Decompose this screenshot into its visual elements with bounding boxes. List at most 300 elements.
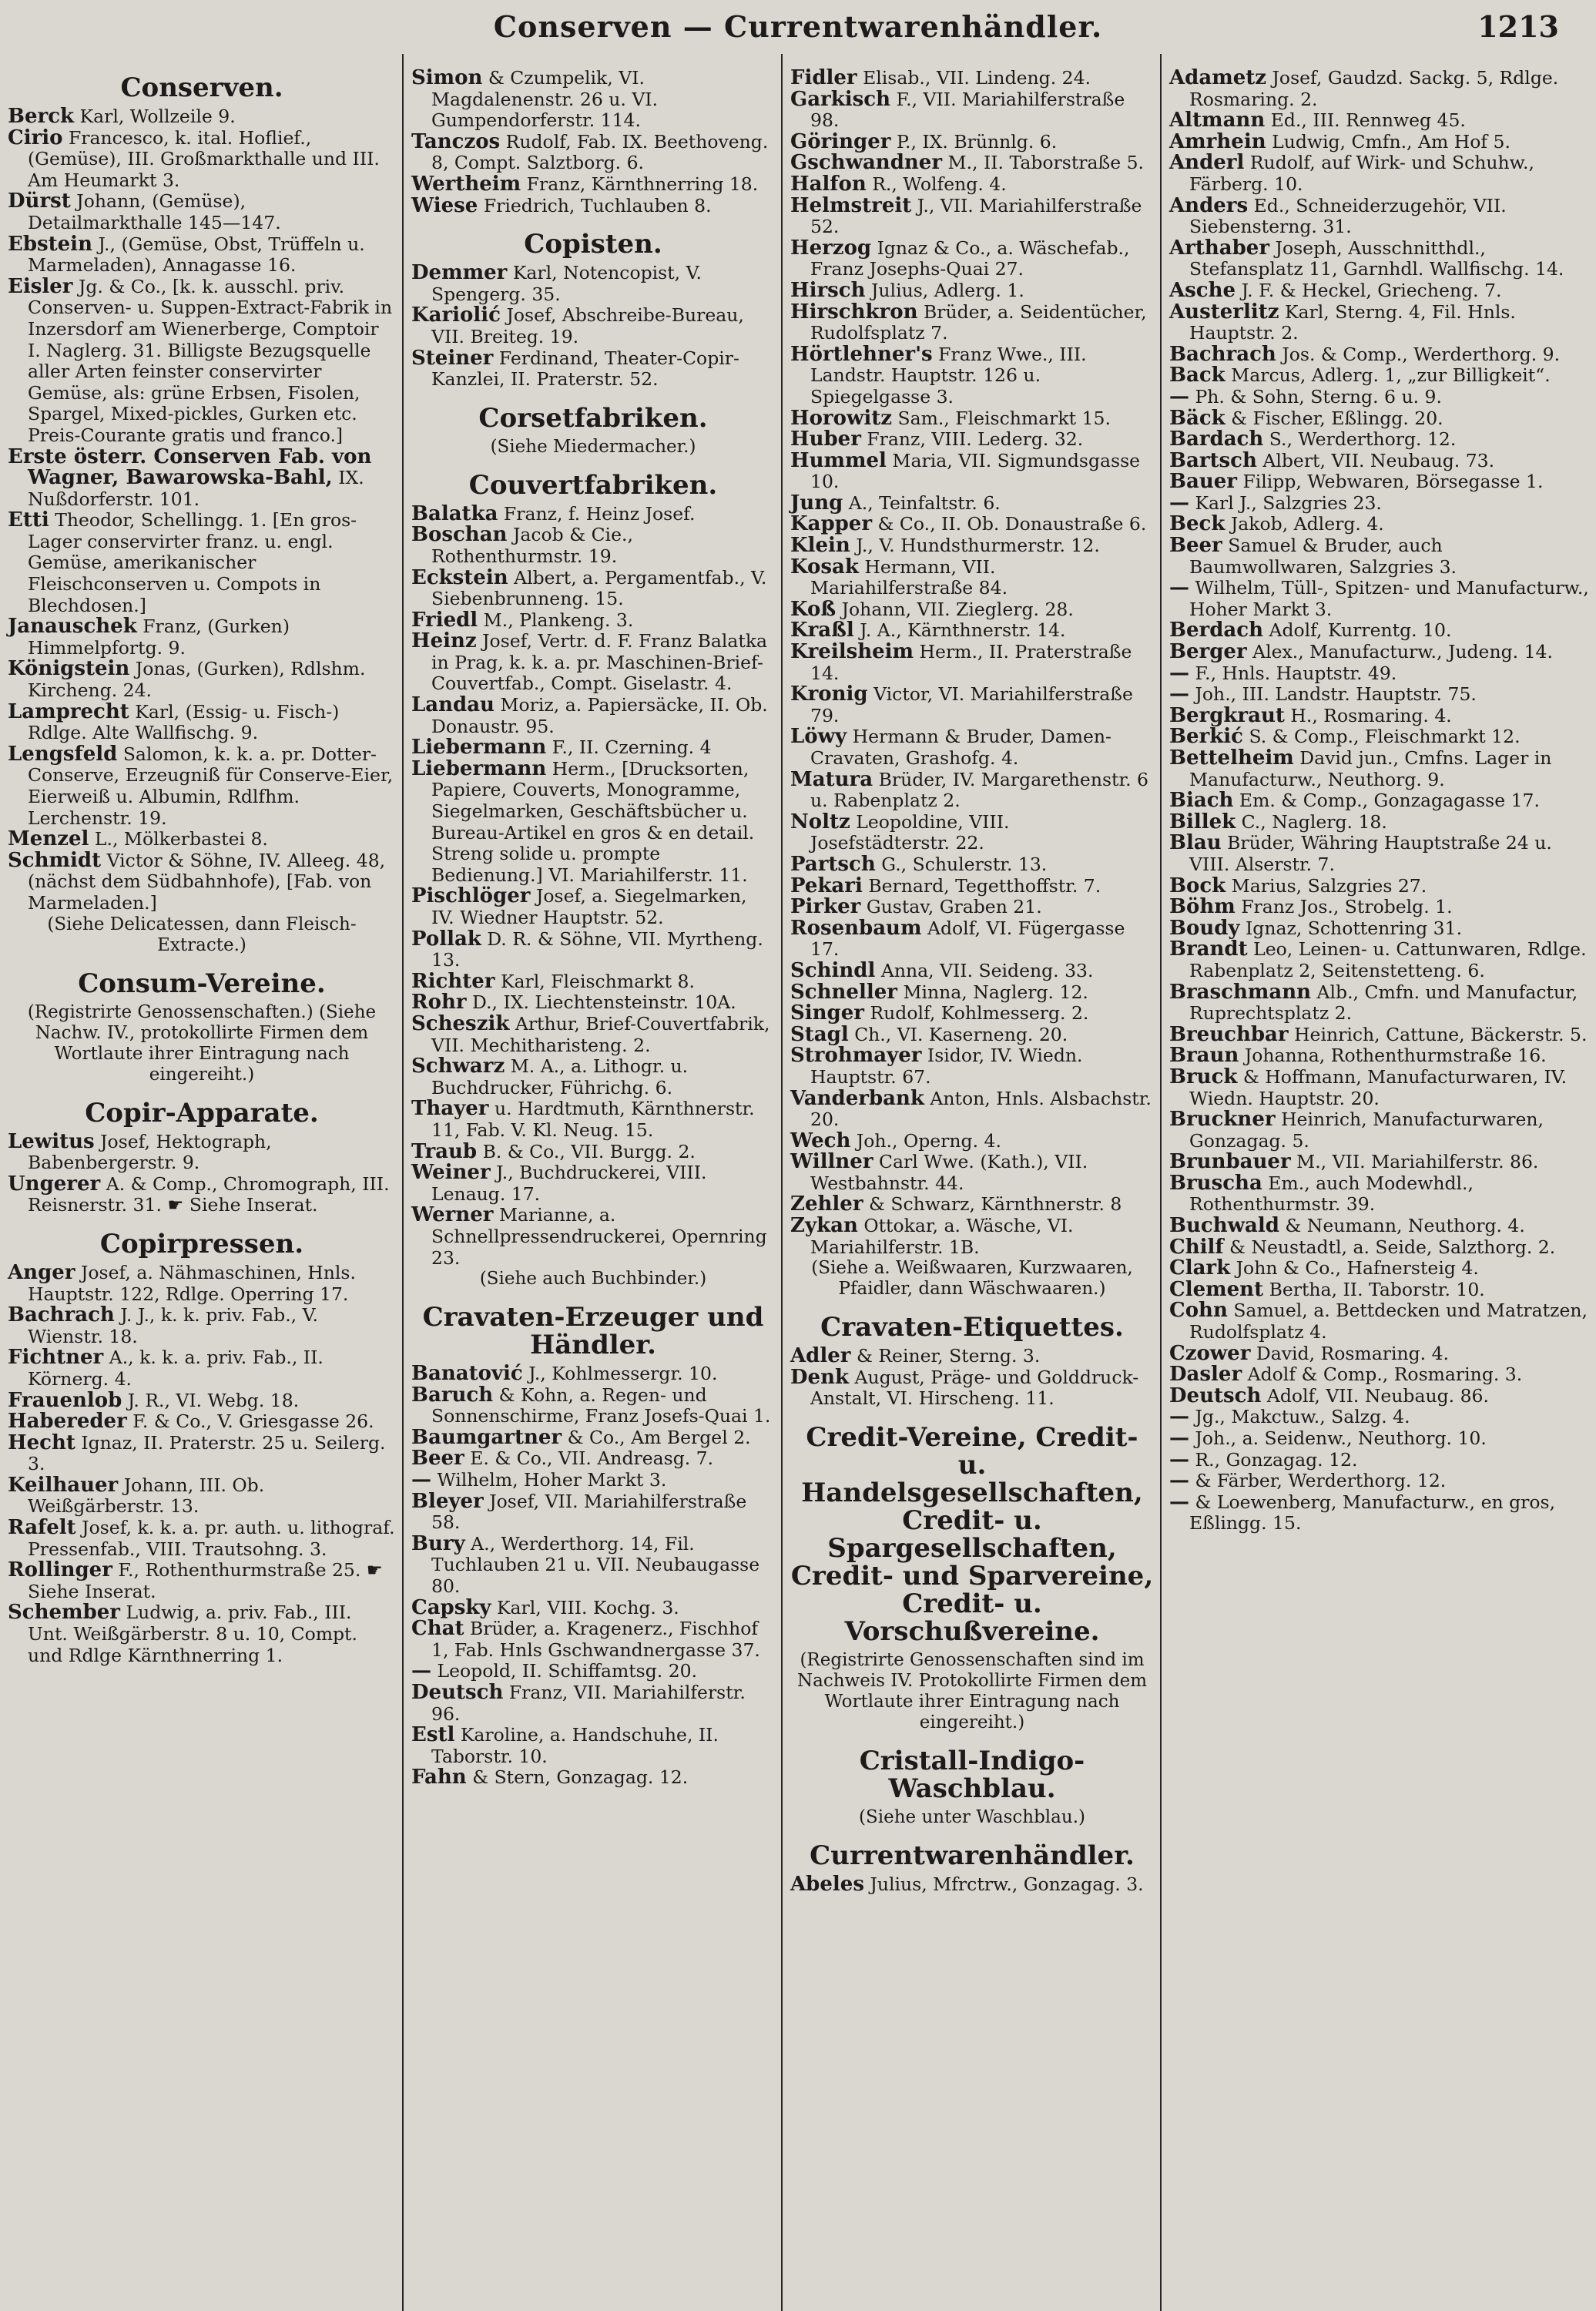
entry-name: Bury	[411, 1531, 465, 1555]
entry-details: Karl, Fleischmarkt 8.	[500, 970, 695, 992]
directory-entry	[411, 1139, 775, 1163]
entry-details: Karoline, a. Handschuhe, II. Taborstr. 10.	[431, 1724, 719, 1767]
entry-details: Ottokar, a. Wäsche, VI. Mariahilferstr. 1B.	[810, 1215, 1074, 1258]
entry-details: Johann, VII. Zieglerg. 28.	[841, 598, 1074, 620]
entry-name: Eisler	[8, 274, 73, 298]
directory-entry	[1169, 448, 1590, 472]
entry-name: Simon	[411, 66, 483, 89]
entry-name: Adler	[790, 1344, 851, 1368]
entry-details: Adolf, Kurrentg. 10.	[1269, 619, 1452, 642]
entry-name: Janauschek	[8, 615, 137, 639]
entry-details: Leopold, II. Schiffamtsg. 20.	[437, 1660, 698, 1682]
directory-entry	[1169, 1364, 1590, 1386]
entry-name: Amrhein	[1169, 129, 1266, 153]
directory-entry	[411, 1427, 775, 1449]
directory-entry	[790, 238, 1154, 280]
directory-entry	[790, 493, 1154, 515]
cross-reference-note: (Siehe auch Buchbinder.)	[479, 1269, 707, 1290]
entry-details: Carl Wwe. (Kath.), VII. Westbahnstr. 44.	[810, 1151, 1088, 1194]
entry-details: Em., auch Modewhdl., Rothenthurmstr. 39.	[1189, 1172, 1474, 1216]
entry-name: —	[1169, 1405, 1189, 1429]
directory-entry	[411, 525, 775, 567]
directory-entry	[411, 1385, 775, 1427]
entry-name: Singer	[790, 1001, 864, 1025]
directory-entry	[790, 514, 1154, 535]
directory-entry	[8, 106, 396, 128]
entry-name: Anders	[1169, 193, 1249, 217]
entry-name: —	[1169, 661, 1189, 685]
directory-entry	[1169, 1152, 1590, 1173]
entry-name: Klein	[790, 534, 850, 558]
directory-entry	[790, 982, 1154, 1004]
entry-name: Löwy	[790, 725, 847, 749]
entry-name: Stagl	[790, 1022, 849, 1046]
entry-name: Etti	[8, 508, 49, 532]
entry-details: Johanna, Rothenthurmstraße 16.	[1244, 1045, 1547, 1067]
entry-details: J., Buchdruckerei, VIII. Lenaug. 17.	[431, 1162, 707, 1205]
entry-details: John & Co., Hafnersteig 4.	[1236, 1257, 1479, 1280]
entry-name: Heinz	[411, 629, 477, 653]
directory-entry	[411, 1162, 775, 1205]
entry-details: & Neustadtl, a. Seide, Salzthorg. 2.	[1229, 1236, 1556, 1258]
entry-name: Balatka	[411, 501, 498, 525]
entry-name: Bartsch	[1169, 448, 1257, 472]
directory-entry	[8, 744, 396, 829]
cross-reference-note: (Siehe unter Waschblau.)	[859, 1807, 1085, 1828]
entry-name: Altmann	[1169, 109, 1266, 132]
entry-details: M., II. Taborstraße 5.	[947, 152, 1145, 174]
entry-name: Lewitus	[8, 1129, 95, 1153]
directory-entry	[1169, 1109, 1590, 1152]
entry-details: J., (Gemüse, Obst, Trüffeln u. Marmeladen), Annagasse 16.	[28, 233, 365, 277]
entry-details: Ignaz, II. Praterstr. 25 u. Seilerg. 3.	[28, 1431, 386, 1475]
entry-details: J. F. & Heckel, Griecheng. 7.	[1241, 279, 1502, 301]
directory-entry	[1169, 1428, 1590, 1450]
entry-name: Schmidt	[8, 848, 102, 872]
directory-entry	[1169, 684, 1590, 706]
directory-entry	[1169, 1022, 1590, 1046]
entry-name: Dürst	[8, 190, 71, 213]
entry-name: —	[1169, 1490, 1189, 1514]
entry-details: Rudolf, auf Wirk- und Schuhw., Färberg. 10.	[1189, 152, 1534, 195]
directory-entry	[411, 1056, 775, 1098]
entry-name: Matura	[790, 767, 873, 791]
cross-reference-note: (Siehe Delicatessen, dann Fleisch-Extracte.)	[47, 914, 357, 955]
entry-name: Braun	[1169, 1044, 1239, 1068]
entry-name: Beer	[411, 1447, 464, 1471]
entry-name: Göringer	[790, 129, 891, 153]
entry-details: A., Teinfaltstr. 6.	[848, 491, 1001, 514]
entry-details: Hermann, VII. Mariahilferstraße 84.	[810, 555, 1008, 599]
entry-name: Fichtner	[8, 1346, 104, 1370]
directory-entry	[8, 1411, 396, 1433]
entry-details: Josef, k. k. a. pr. auth. u. lithograf. Pressenfab., VIII. Trautsohng. 3.	[28, 1517, 395, 1560]
entry-details: Heinrich, Manufacturwaren, Gonzagag. 5.	[1189, 1109, 1544, 1152]
directory-entry	[790, 620, 1154, 642]
entry-name: Hörtlehner's	[790, 342, 933, 366]
entry-details: Sam., Fleischmarkt 15.	[897, 407, 1111, 429]
entry-name: Bock	[1169, 874, 1226, 897]
entry-name: Brandt	[1169, 937, 1248, 961]
directory-entry	[1169, 1277, 1590, 1301]
directory-entry	[790, 684, 1154, 726]
entry-name: Hummel	[790, 448, 887, 472]
entry-name: Bruscha	[1169, 1171, 1262, 1195]
entry-details: Isidor, IV. Wiedn. Hauptstr. 67.	[810, 1045, 1083, 1088]
directory-entry	[790, 1003, 1154, 1025]
directory-entry	[1169, 726, 1590, 748]
entry-name: Anger	[8, 1260, 75, 1284]
entry-name: Pischlöger	[411, 884, 531, 908]
entry-details: Franz, f. Heinz Josef.	[503, 502, 696, 525]
entry-name: Baumgartner	[411, 1425, 562, 1449]
section-heading: Copirpressen.	[99, 1228, 304, 1259]
entry-details: Karl, VIII. Kochg. 3.	[496, 1596, 679, 1618]
directory-entry	[8, 1433, 396, 1475]
directory-entry	[411, 631, 775, 695]
entry-details: Johann, (Gemüse), Detailmarkthalle 145—147.	[28, 190, 281, 233]
entry-details: Wilhelm, Tüll-, Spitzen- und Manufacturw., Hoher Markt 3.	[1189, 577, 1589, 620]
entry-name: —	[411, 1468, 431, 1492]
entry-details: Brüder, a. Kragenerz., Fischhof 1, Fab. Hnls Gschwandnergasse 37.	[431, 1618, 760, 1661]
entry-details: Moriz, a. Papiersäcke, II. Ob. Donaustr. 95.	[431, 694, 768, 737]
directory-entry	[8, 829, 396, 850]
directory-entry	[790, 599, 1154, 621]
entry-name: Partsch	[790, 852, 876, 876]
directory-entry	[1169, 876, 1590, 897]
directory-entry	[1169, 365, 1590, 387]
entry-name: Breuchbar	[1169, 1022, 1289, 1046]
section-heading: Cravaten-Erzeuger und Händler.	[422, 1302, 764, 1361]
entry-details: Alex., Manufacturw., Judeng. 14.	[1252, 641, 1553, 663]
section-heading: Cristall-Indigo-Waschblau.	[859, 1746, 1085, 1805]
directory-entry	[1169, 302, 1590, 344]
directory-entry	[790, 557, 1154, 599]
entry-name: Estl	[411, 1723, 455, 1747]
entry-name: Kapper	[790, 512, 873, 536]
entry-details: & Czumpelik, VI. Magdalenenstr. 26 u. VI. Gumpendorferstr. 114.	[431, 67, 659, 132]
directory-column-4	[1160, 54, 1596, 2311]
entry-name: Pirker	[790, 895, 861, 919]
directory-entry	[1169, 939, 1590, 981]
running-title: Conserven — Currentwarenhändler.	[493, 9, 1103, 44]
cross-reference-note: (Siehe Miedermacher.)	[490, 436, 696, 457]
directory-entry	[1169, 703, 1590, 727]
directory-entry	[8, 699, 396, 744]
entry-name: Horowitz	[790, 406, 892, 430]
directory-entry	[1169, 110, 1590, 132]
entry-details: F., VII. Mariahilferstraße 98.	[810, 88, 1125, 132]
directory-entry	[1169, 238, 1590, 280]
entry-details: B. & Co., VII. Burgg. 2.	[482, 1140, 696, 1162]
directory-entry	[8, 191, 396, 233]
directory-entry	[790, 129, 1154, 153]
entry-details: Jg., Makctuw., Salzg. 4.	[1195, 1406, 1410, 1428]
directory-entry	[790, 408, 1154, 430]
entry-details: E. & Co., VII. Andreasg. 7.	[470, 1447, 714, 1470]
entry-name: Chat	[411, 1617, 464, 1641]
section-heading: Cravaten-Etiquettes.	[820, 1312, 1124, 1343]
entry-details: Anton, Hnls. Alsbachstr. 20.	[810, 1087, 1152, 1131]
directory-entry	[411, 929, 775, 971]
entry-name: Bachrach	[1169, 342, 1276, 366]
entry-name: Bleyer	[411, 1489, 484, 1513]
directory-entry	[790, 535, 1154, 557]
entry-details: u. Hardtmuth, Kärnthnerstr. 11, Fab. V. Kl. Neug. 15.	[431, 1098, 755, 1141]
entry-name: Rafelt	[8, 1516, 76, 1540]
entry-name: Deutsch	[1169, 1384, 1262, 1407]
entry-name: Wertheim	[411, 172, 521, 196]
entry-details: & Reiner, Sterng. 3.	[856, 1345, 1041, 1367]
entry-name: Tanczos	[411, 129, 501, 153]
entry-name: Liebermann	[411, 756, 547, 780]
directory-entry	[790, 1131, 1154, 1152]
directory-entry	[1169, 1045, 1590, 1067]
entry-name: Königstein	[8, 657, 130, 681]
page-number: 1213	[1477, 9, 1559, 44]
entry-details: Albert, VII. Neubaug. 73.	[1262, 449, 1495, 471]
entry-name: Schember	[8, 1601, 120, 1625]
directory-entry	[790, 854, 1154, 876]
directory-entry	[1169, 535, 1590, 578]
directory-entry	[411, 1491, 775, 1534]
entry-name: Weiner	[411, 1161, 491, 1185]
directory-entry	[411, 695, 775, 737]
entry-name: Zehler	[790, 1192, 863, 1216]
directory-entry	[8, 1560, 396, 1602]
entry-details: Alb., Cmfn. und Manufactur, Ruprechtsplatz 2.	[1189, 981, 1578, 1025]
entry-name: Brunbauer	[1169, 1150, 1291, 1174]
directory-entry	[790, 897, 1154, 918]
entry-details: Filipp, Webwaren, Börsegasse 1.	[1242, 471, 1544, 493]
entry-name: —	[1169, 491, 1189, 515]
directory-entry	[8, 1129, 396, 1174]
directory-entry	[1169, 578, 1590, 620]
section-heading: Consum-Vereine.	[78, 968, 326, 999]
directory-entry	[411, 501, 775, 525]
entry-name: Kronig	[790, 683, 868, 706]
entry-name: Abeles	[790, 1873, 864, 1897]
directory-entry	[790, 726, 1154, 769]
entry-details: Joh., a. Seidenw., Neuthorg. 10.	[1195, 1427, 1487, 1449]
entry-name: Pekari	[790, 874, 863, 897]
directory-entry	[8, 1347, 396, 1390]
entry-name: Dasler	[1169, 1363, 1242, 1387]
entry-details: Victor & Söhne, IV. Alleeg. 48, (nächst dem Südbahnhofe), [Fab. von Marmeladen.]	[28, 849, 386, 914]
directory-column-3	[781, 54, 1160, 2311]
directory-entry	[1169, 833, 1590, 875]
entry-name: Wiese	[411, 193, 478, 217]
entry-details: S. & Comp., Fleischmarkt 12.	[1249, 726, 1521, 748]
entry-name: Capsky	[411, 1595, 491, 1619]
entry-details: D., IX. Liechtensteinstr. 10A.	[472, 991, 736, 1014]
entry-details: C., Naglerg. 18.	[1241, 810, 1387, 833]
entry-name: —	[1169, 384, 1189, 408]
entry-name: —	[1169, 683, 1189, 706]
entry-name: Bruck	[1169, 1065, 1238, 1088]
entry-details: F., Rothenthurmstraße 25. ☛ Siehe Inserat.	[28, 1559, 383, 1602]
entry-name: Chilf	[1169, 1235, 1224, 1259]
directory-entry	[411, 1363, 775, 1385]
entry-name: Scheszik	[411, 1011, 510, 1035]
entry-details: Brüder, Währing Hauptstraße 24 u. VIII. Alserstr. 7.	[1189, 832, 1552, 875]
entry-name: Traub	[411, 1139, 478, 1163]
entry-details: Jacob & Cie., Rothenthurmstr. 19.	[431, 524, 633, 567]
section-heading: Copisten.	[524, 229, 662, 260]
entry-details: D. R. & Söhne, VII. Myrtheng. 13.	[431, 927, 763, 971]
entry-details: Leopoldine, VIII. Josefstädterstr. 22.	[810, 810, 1010, 854]
entry-details: Salomon, k. k. a. pr. Dotter-Conserve, Erzeugniß für Conserve-Eier, Eierweiß u. Albumin, Rdlfhm. Lerchenstr. 19.	[28, 743, 394, 829]
entry-name: Bachrach	[8, 1303, 115, 1327]
directory-entry	[1169, 748, 1590, 790]
entry-name: Cohn	[1169, 1299, 1228, 1323]
directory-entry	[790, 812, 1154, 854]
directory-columns	[0, 54, 1596, 2311]
entry-details: Hermann & Bruder, Damen-Cravaten, Grashofg. 4.	[810, 726, 1112, 769]
entry-details: Jonas, (Gurken), Rdlshm. Kircheng. 24.	[28, 658, 366, 702]
directory-entry	[790, 1367, 1154, 1410]
directory-entry	[8, 234, 396, 277]
entry-details: J. J., k. k. priv. Fab., V. Wienstr. 18.	[28, 1304, 318, 1347]
directory-entry	[1169, 1343, 1590, 1365]
directory-entry	[1169, 1386, 1590, 1407]
entry-details: Ferdinand, Theater-Copir-Kanzlei, II. Praterstr. 52.	[431, 347, 739, 391]
entry-details: Jos. & Comp., Werderthorg. 9.	[1282, 343, 1561, 365]
entry-details: F., II. Czerning. 4	[552, 736, 712, 759]
entry-details: Karl, (Essig- u. Fisch-) Rdlge. Alte Wallfischg. 9.	[28, 700, 340, 744]
directory-entry	[411, 1011, 775, 1056]
directory-entry	[790, 642, 1154, 684]
directory-entry	[1169, 642, 1590, 663]
entry-details: Francesco, k. ital. Hoflief., (Gemüse), III. Großmarkthalle und III. Am Heumarkt 3.	[28, 126, 380, 191]
entry-details: G., Schulerstr. 13.	[881, 853, 1048, 875]
entry-details: A., Werderthorg. 14, Fil. Tuchlauben 21 u. VII. Neubaugasse 80.	[431, 1532, 760, 1598]
entry-details: Herm., [Drucksorten, Papiere, Couverts, Monogramme, Siegelmarken, Geschäftsbücher u. Bureau-Artikel en gros & en detail. Streng solide u. prompte Bedienung.] VI. Mariahilferstr. 11.	[431, 757, 755, 886]
entry-details: Johann, III. Ob. Weißgärberstr. 13.	[28, 1474, 265, 1518]
entry-details: Karl, Notencopist, V. Spengerg. 35.	[431, 262, 702, 305]
entry-name: Zykan	[790, 1214, 858, 1238]
entry-name: Beer	[1169, 534, 1222, 558]
entry-details: Ed., Schneiderzugehör, VII. Siebensterng. 31.	[1189, 194, 1507, 238]
entry-details: Adolf, VI. Fügergasse 17.	[810, 917, 1125, 961]
directory-entry	[8, 616, 396, 659]
entry-details: Marcus, Adlerg. 1, „zur Billigkeit“.	[1231, 364, 1551, 387]
entry-details: & Färber, Werderthorg. 12.	[1195, 1470, 1447, 1492]
directory-entry	[1169, 1300, 1590, 1343]
entry-name: Beck	[1169, 512, 1226, 536]
directory-entry	[8, 444, 396, 511]
section-heading: Credit-Vereine, Credit- u. Handelsgesellschaften, Credit- u. Spargesellschaften, Credit- und Sparvereine, Credit- u. Vorschußvereine.	[790, 1422, 1154, 1648]
directory-entry	[790, 280, 1154, 302]
directory-entry	[1169, 68, 1590, 110]
entry-name: Habereder	[8, 1410, 127, 1434]
directory-entry	[1169, 193, 1590, 238]
entry-name: Helmstreit	[790, 193, 912, 217]
entry-name: Lengsfeld	[8, 742, 118, 766]
directory-column-2	[402, 54, 781, 2311]
entry-details: Franz Jos., Strobelg. 1.	[1241, 896, 1453, 918]
entry-details: Gustav, Graben 21.	[866, 896, 1042, 918]
directory-entry	[8, 659, 396, 701]
entry-details: Minna, Naglerg. 12.	[903, 981, 1088, 1003]
entry-details: Franz, VIII. Lederg. 32.	[867, 428, 1084, 451]
directory-entry	[1169, 982, 1590, 1025]
directory-entry	[790, 1022, 1154, 1046]
entry-name: Kosak	[790, 555, 859, 579]
entry-details: J., V. Hundsthurmerstr. 12.	[856, 535, 1100, 557]
entry-name: Braschmann	[1169, 980, 1312, 1004]
entry-name: Hirschkron	[790, 300, 918, 324]
entry-name: Strohmayer	[790, 1044, 922, 1068]
entry-details: IX. Nußdorferstr. 101.	[28, 467, 364, 510]
directory-entry	[1169, 897, 1590, 918]
entry-details: Jakob, Adlerg. 4.	[1230, 513, 1384, 535]
entry-name: Landau	[411, 693, 495, 717]
entry-name: Richter	[411, 969, 495, 993]
entry-name: Thayer	[411, 1097, 489, 1121]
entry-details: Theodor, Schellingg. 1. [En gros-Lager conservirter franz. u. engl. Gemüse, amerikanischer Fleischconserven u. Compots in Blechdosen.]	[28, 509, 357, 616]
entry-details: L., Mölkerbastei 8.	[94, 828, 268, 850]
directory-column-1	[0, 54, 402, 2311]
directory-entry	[411, 1682, 775, 1725]
entry-name: Kariolić	[411, 304, 501, 327]
directory-entry	[1169, 1216, 1590, 1237]
entry-name: Clark	[1169, 1256, 1231, 1280]
entry-details: Heinrich, Cattune, Bäckerstr. 5.	[1294, 1023, 1588, 1045]
directory-entry	[411, 1531, 775, 1598]
section-heading: Corsetfabriken.	[478, 402, 708, 434]
directory-entry	[1169, 1173, 1590, 1216]
directory-entry	[411, 129, 775, 174]
entry-name: Steiner	[411, 346, 494, 370]
entry-details: Franz, (Gurken) Himmelpfortg. 9.	[28, 615, 290, 659]
entry-name: Bettelheim	[1169, 746, 1294, 770]
directory-entry	[790, 1194, 1154, 1216]
directory-entry	[8, 1390, 396, 1412]
entry-details: Karl J., Salzgries 23.	[1195, 491, 1382, 514]
directory-entry	[411, 992, 775, 1014]
entry-details: Herm., II. Praterstraße 14.	[810, 641, 1132, 684]
directory-entry	[790, 1216, 1154, 1258]
entry-details: Maria, VII. Sigmundsgasse 10.	[810, 449, 1141, 493]
entry-name: Eckstein	[411, 565, 508, 589]
entry-details: Marius, Salzgries 27.	[1231, 874, 1427, 897]
entry-details: Josef, VII. Mariahilferstraße 58.	[431, 1490, 747, 1534]
entry-name: Keilhauer	[8, 1473, 119, 1497]
entry-details: Josef, Vertr. d. F. Franz Balatka in Prag, k. k. a. pr. Maschinen-Brief-Couvertfab., Compt. Giselastr. 4.	[431, 630, 768, 695]
entry-details: & Loewenberg, Manufacturw., en gros, Eßlingg. 15.	[1189, 1491, 1556, 1535]
entry-name: Boudy	[1169, 916, 1240, 940]
entry-name: Bruckner	[1169, 1108, 1276, 1132]
directory-entry	[411, 610, 775, 632]
entry-name: Baruch	[411, 1383, 494, 1407]
entry-details: Victor, VI. Mariahilferstraße 79.	[810, 683, 1133, 726]
entry-details: M., Plankeng. 3.	[483, 609, 634, 631]
entry-details: Joh., Operng. 4.	[856, 1129, 1001, 1152]
section-heading: Currentwarenhändler.	[810, 1840, 1135, 1872]
directory-entry	[790, 174, 1154, 196]
directory-entry	[8, 1260, 396, 1305]
directory-entry	[790, 1045, 1154, 1088]
entry-details: Brüder, a. Seidentücher, Rudolfsplatz 7.	[810, 300, 1147, 344]
directory-entry	[1169, 1067, 1590, 1109]
directory-entry	[790, 302, 1154, 344]
entry-name: Austerlitz	[1169, 300, 1279, 324]
directory-entry	[1169, 812, 1590, 834]
directory-entry	[411, 737, 775, 759]
directory-entry	[8, 1602, 396, 1666]
directory-entry	[1169, 620, 1590, 642]
